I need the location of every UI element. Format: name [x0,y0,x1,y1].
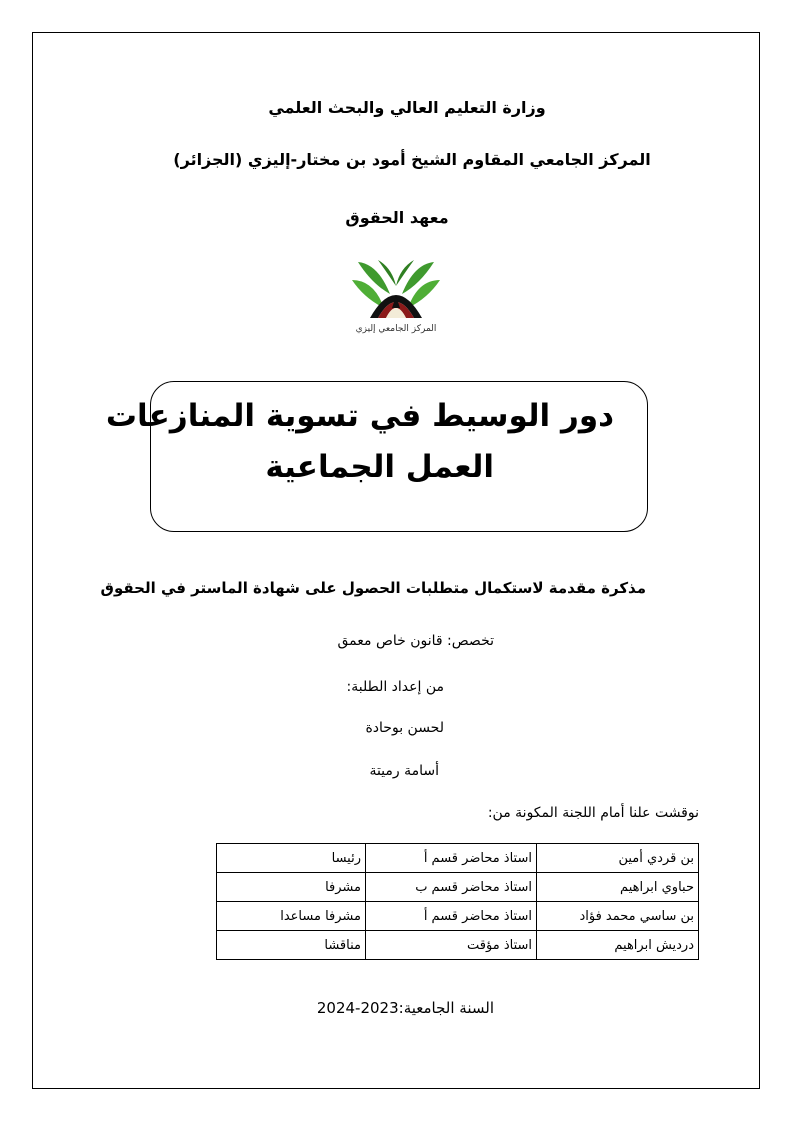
jury-role: مشرفا مساعدا [217,902,366,931]
institute-heading: معهد الحقوق [345,208,449,227]
table-row [217,844,699,873]
jury-role: مشرفا [217,873,366,902]
thesis-title-line-2: العمل الجماعية [265,449,494,485]
prepared-by-label: من إعداد الطلبة: [346,679,444,695]
table-row [217,931,699,960]
student-name: لحسن بوحادة [365,720,444,736]
university-logo [348,254,444,346]
committee-label: نوقشت علنا أمام اللجنة المكونة من: [487,805,699,821]
jury-rank: استاذ محاضر قسم ب [366,873,537,902]
logo-caption: المركز الجامعي إليزي [355,324,437,334]
academic-year: السنة الجامعية:2023-2024 [316,999,494,1017]
jury-role: مناقشا [217,931,366,960]
jury-table [216,843,699,960]
ministry-heading: وزارة التعليم العالي والبحث العلمي [268,98,546,117]
jury-rank: استاذ محاضر قسم أ [366,844,537,873]
jury-name: بن قردي أمين [537,844,699,873]
memo-statement: مذكرة مقدمة لاستكمال متطلبات الحصول على شهادة الماستر في الحقوق [100,579,646,597]
jury-rank: استاذ محاضر قسم أ [366,902,537,931]
specialty-line: تخصص: قانون خاص معمق [337,633,494,649]
jury-rank: استاذ مؤقت [366,931,537,960]
university-center-heading: المركز الجامعي المقاوم الشيخ أمود بن مختار-إليزي (الجزائر) [173,150,651,169]
table-row [217,873,699,902]
jury-role: رئيسا [217,844,366,873]
jury-name: بن ساسي محمد فؤاد [537,902,699,931]
thesis-title-line-1: دور الوسيط في تسوية المنازعات [105,398,614,434]
table-row [217,902,699,931]
student-name: أسامة رميتة [369,763,439,779]
jury-name: حباوي ابراهيم [537,873,699,902]
jury-name: درديش ابراهيم [537,931,699,960]
